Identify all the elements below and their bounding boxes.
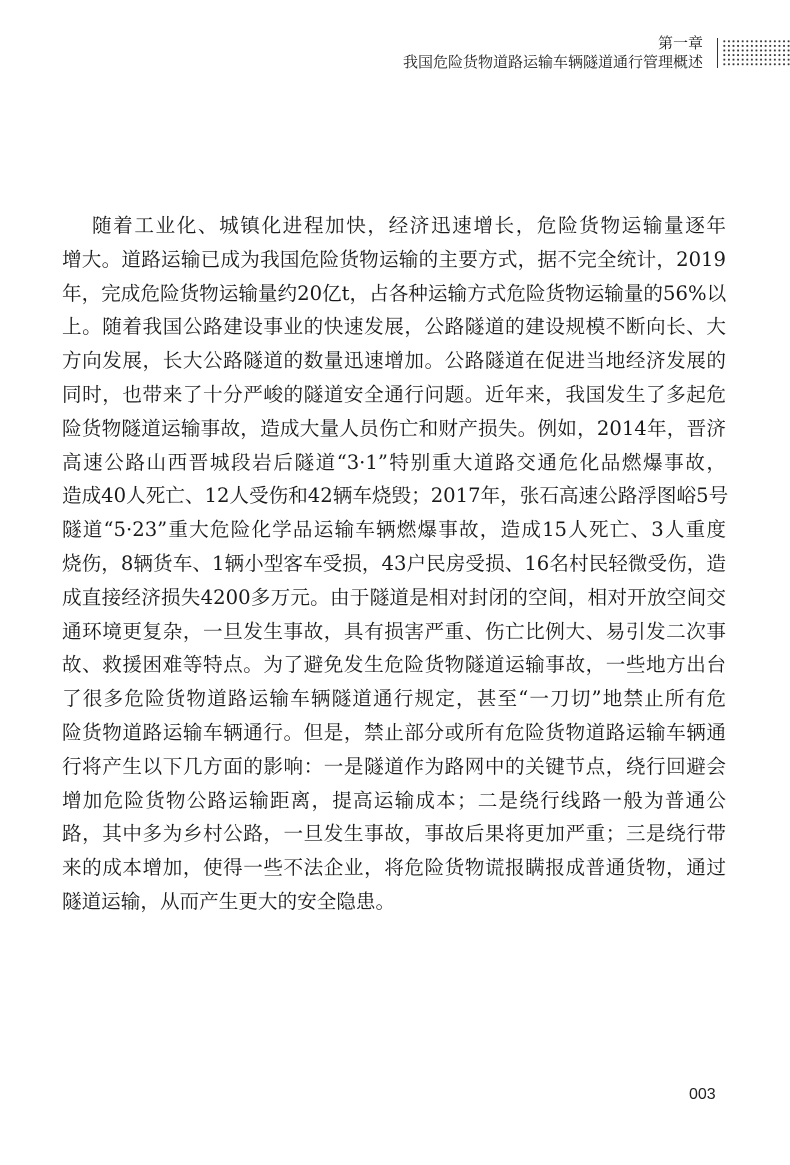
- text-line: 随着工业化、城镇化进程加快，经济迅速增长，危险货物运输量逐年: [92, 214, 726, 237]
- text-line: 了很多危险货物道路运输车辆隧道通行规定，甚至“一刀切”地禁止所有危: [62, 687, 726, 711]
- header-divider: [717, 38, 718, 68]
- text-line: 方向发展，长大公路隧道的数量迅速增加。公路隧道在促进当地经济发展的: [62, 349, 726, 373]
- chapter-label: 第一章: [657, 34, 703, 52]
- page-number: 003: [689, 1086, 716, 1103]
- chapter-title: 我国危险货物道路运输车辆隧道通行管理概述: [402, 53, 703, 71]
- text-line: 年，完成危险货物运输量约20亿t，占各种运输方式危险货物运输量的56%以: [62, 281, 727, 305]
- running-header: [403, 34, 703, 72]
- text-line: 隧道“5·23”重大危险化学品运输车辆燃爆事故，造成15人死亡、3人重度: [62, 518, 726, 542]
- text-line: 上。随着我国公路建设事业的快速发展，公路隧道的建设规模不断向长、大: [62, 315, 726, 339]
- text-line: 行将产生以下几方面的影响：一是隧道作为路网中的关键节点，绕行回避会: [62, 754, 726, 778]
- text-line: 通环境更复杂，一旦发生事故，具有损害严重、伤亡比例大、易引发二次事: [62, 619, 726, 643]
- text-line: 成直接经济损失4200多万元。由于隧道是相对封闭的空间，相对开放空间交: [62, 585, 726, 609]
- text-line: 烧伤，8辆货车、1辆小型客车受损，43户民房受损、16名村民轻微受伤，造: [62, 551, 726, 575]
- text-line: 隧道运输，从而产生更大的安全隐患。: [62, 889, 396, 913]
- text-line: 路，其中多为乡村公路，一旦发生事故，事故后果将更加严重；三是绕行带: [62, 822, 726, 846]
- text-line: 高速公路山西晋城段岩后隧道“3·1”特别重大道路交通危化品燃爆事故，: [62, 450, 726, 474]
- header-dot-pattern: [722, 39, 790, 67]
- text-line: 故、救援困难等特点。为了避免发生危险货物隧道运输事故，一些地方出台: [62, 653, 726, 677]
- text-line: 同时，也带来了十分严峻的隧道安全通行问题。近年来，我国发生了多起危: [62, 382, 726, 406]
- text-line: 造成40人死亡、12人受伤和42辆车烧毁；2017年，张石高速公路浮图峪5号: [62, 484, 729, 508]
- text-line: 险货物隧道运输事故，造成大量人员伤亡和财产损失。例如，2014年，晋济: [62, 416, 726, 440]
- text-line: 来的成本增加，使得一些不法企业，将危险货物谎报瞒报成普通货物，通过: [62, 856, 726, 880]
- text-line: 险货物道路运输车辆通行。但是，禁止部分或所有危险货物道路运输车辆通: [62, 720, 726, 744]
- text-line: 增加危险货物公路运输距离，提高运输成本；二是绕行线路一般为普通公: [62, 788, 726, 812]
- body-paragraph: [62, 209, 729, 919]
- text-line: 增大。道路运输已成为我国危险货物运输的主要方式，据不完全统计，2019: [62, 247, 726, 271]
